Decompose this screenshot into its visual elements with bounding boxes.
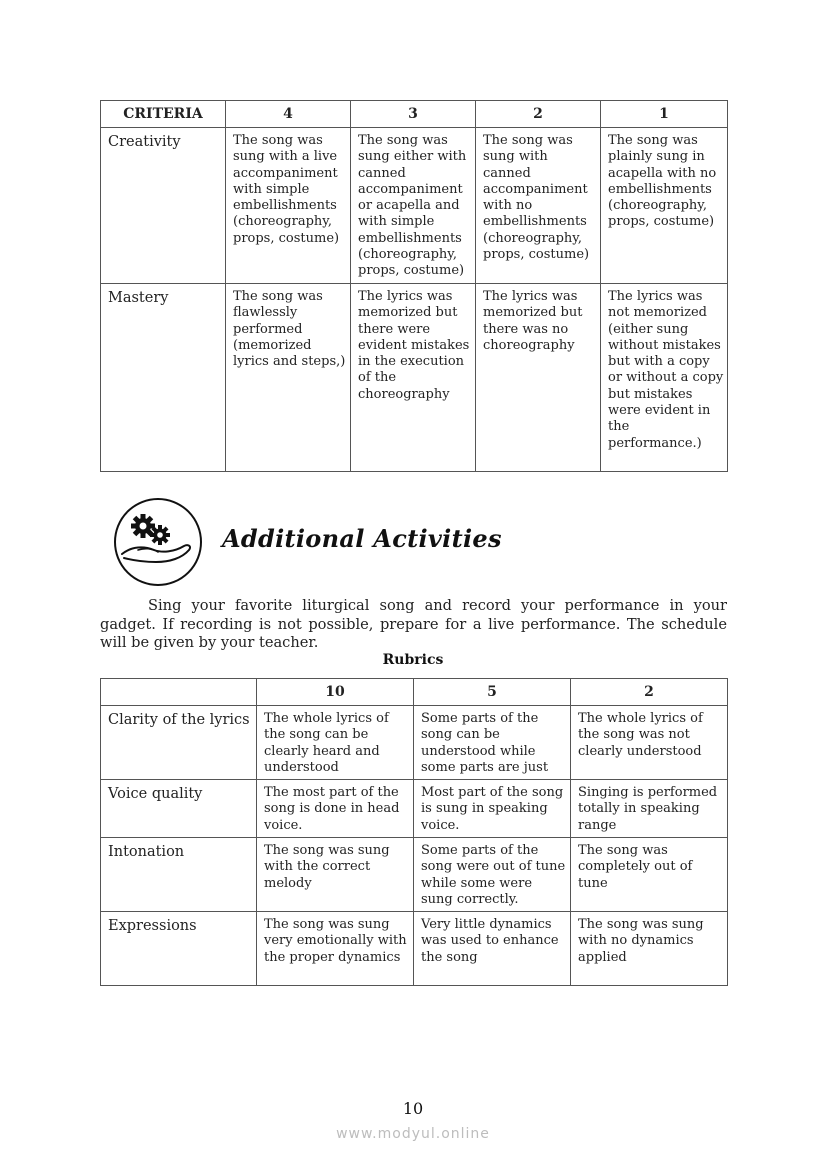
table-cell: The song was sung with a live accompaniment with simple embellishments (choreography, props, costume) — [226, 128, 351, 284]
table-cell: Singing is performed totally in speaking range — [571, 780, 728, 838]
criteria-cell: Expressions — [101, 912, 257, 986]
table-cell: The song was sung very emotionally with the proper dynamics — [257, 912, 414, 986]
rubrics-caption: Rubrics — [382, 652, 444, 668]
activity-instructions-text: Sing your favorite liturgical song and record your performance in your gadget. If recording is not possible, prepare for a live performance. The schedule will be given by your teacher. — [100, 597, 727, 651]
table-cell: Some parts of the song can be understood while some parts are just — [414, 706, 571, 780]
table-cell: The song was completely out of tune — [571, 838, 728, 912]
header-score-5: 5 — [414, 679, 571, 706]
table-row — [101, 838, 728, 912]
table-cell: Most part of the song is sung in speaking voice. — [414, 780, 571, 838]
header-score-2: 2 — [476, 101, 601, 128]
criteria-table — [100, 100, 728, 472]
table-cell: Very little dynamics was used to enhance the song — [414, 912, 571, 986]
page-number: 10 — [402, 1099, 424, 1118]
table-row — [101, 706, 728, 780]
gears-in-hand-icon — [112, 496, 204, 588]
table-header-row — [101, 679, 728, 706]
criteria-cell: Voice quality — [101, 780, 257, 838]
table-cell: Some parts of the song were out of tune while some were sung correctly. — [414, 838, 571, 912]
header-score-1: 1 — [601, 101, 728, 128]
table-row — [101, 912, 728, 986]
table-cell: The whole lyrics of the song was not clearly understood — [571, 706, 728, 780]
criteria-cell: Clarity of the lyrics — [101, 706, 257, 780]
table-cell: The lyrics was not memorized (either sung without mistakes but with a copy or without a copy but mistakes were evident in the performance.) — [601, 284, 728, 472]
criteria-cell: Creativity — [101, 128, 226, 284]
header-criteria: CRITERIA — [101, 101, 226, 128]
table-row — [101, 780, 728, 838]
table-cell: The song was plainly sung in acapella with no embellishments (choreography, props, costume) — [601, 128, 728, 284]
rubrics-table — [100, 678, 728, 986]
table-cell: The song was sung with canned accompaniment with no embellishments (choreography, props, costume) — [476, 128, 601, 284]
table-row — [101, 284, 728, 472]
table-cell: The song was sung with the correct melody — [257, 838, 414, 912]
table-cell: The lyrics was memorized but there were evident mistakes in the execution of the choreography — [351, 284, 476, 472]
table-cell: The lyrics was memorized but there was no choreography — [476, 284, 601, 472]
table-cell: The song was sung either with canned accompaniment or acapella and with simple embellishments (choreography, props, costume) — [351, 128, 476, 284]
header-score-3: 3 — [351, 101, 476, 128]
header-score-4: 4 — [226, 101, 351, 128]
table-header-row — [101, 101, 728, 128]
table-cell: The whole lyrics of the song can be clearly heard and understood — [257, 706, 414, 780]
criteria-cell: Mastery — [101, 284, 226, 472]
section-title: Additional Activities — [222, 524, 502, 553]
header-score-10: 10 — [257, 679, 414, 706]
table-cell: The song was flawlessly performed (memorized lyrics and steps,) — [226, 284, 351, 472]
table-cell: The song was sung with no dynamics applied — [571, 912, 728, 986]
header-blank — [101, 679, 257, 706]
table-row — [101, 128, 728, 284]
activity-instructions — [100, 597, 727, 653]
table-cell: The most part of the song is done in head voice. — [257, 780, 414, 838]
header-score-2: 2 — [571, 679, 728, 706]
criteria-cell: Intonation — [101, 838, 257, 912]
watermark: www.modyul.online — [336, 1126, 490, 1142]
